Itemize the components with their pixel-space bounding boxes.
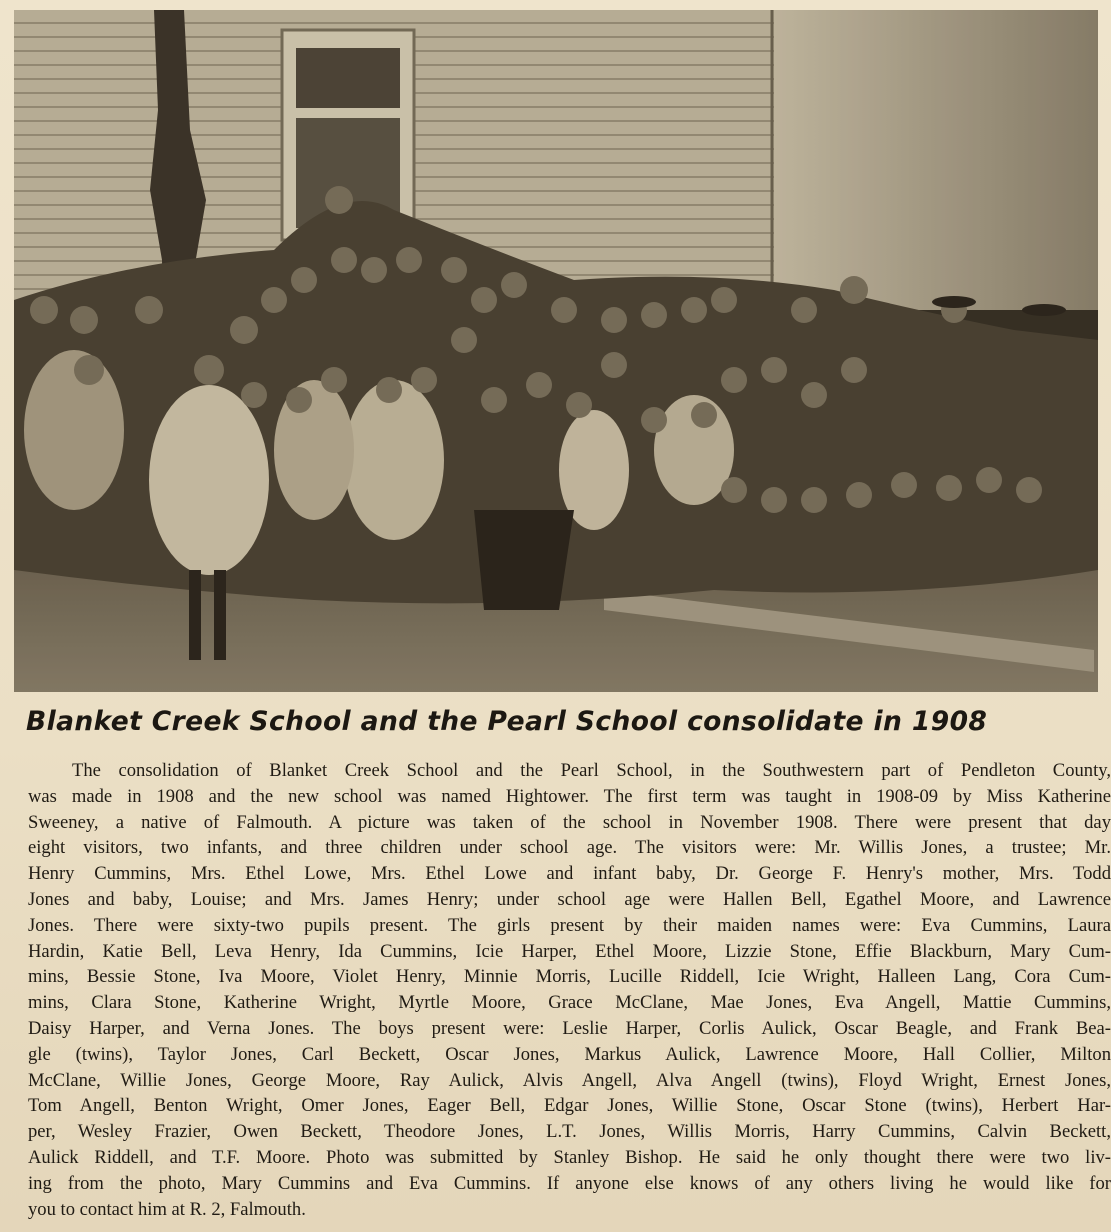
article-line: per, Wesley Frazier, Owen Beckett, Theodore Jones, L.T. Jones, Willis Morris, Harry Cummins, Calvin Beckett, bbox=[28, 1121, 1111, 1143]
article-headline: Blanket Creek School and the Pearl School consolidate in 1908 bbox=[26, 706, 988, 737]
article-line: you to contact him at R. 2, Falmouth. bbox=[28, 1198, 306, 1220]
article-line: Sweeney, a native of Falmouth. A picture was taken of the school in November 1908. There were present that day bbox=[28, 811, 1111, 833]
article-line: mins, Clara Stone, Katherine Wright, Myrtle Moore, Grace McClane, Mae Jones, Eva Angell, Mattie Cummins, bbox=[28, 992, 1111, 1014]
article-line: Aulick Riddell, and T.F. Moore. Photo was submitted by Stanley Bishop. He said he only thought there were two liv- bbox=[28, 1146, 1111, 1168]
article-body bbox=[28, 758, 1111, 1222]
article-line: Tom Angell, Benton Wright, Omer Jones, Eager Bell, Edgar Jones, Willie Stone, Oscar Stone (twins), Herbert Har- bbox=[28, 1095, 1111, 1117]
article-line: Jones and baby, Louise; and Mrs. James Henry; under school age were Hallen Bell, Egathel Moore, and Lawrence bbox=[28, 888, 1111, 910]
article-line: eight visitors, two infants, and three children under school age. The visitors were: Mr. Willis Jones, a trustee; Mr. bbox=[28, 837, 1111, 859]
article-line: mins, Bessie Stone, Iva Moore, Violet Henry, Minnie Morris, Lucille Riddell, Icie Wright, Halleen Lang, Cora Cum- bbox=[28, 966, 1111, 988]
article-line: The consolidation of Blanket Creek School and the Pearl School, in the Southwestern part of Pendleton County, bbox=[72, 760, 1111, 781]
article-line: ing from the photo, Mary Cummins and Eva Cummins. If anyone else knows of any others living he would like for bbox=[28, 1172, 1111, 1194]
school-group-photo bbox=[14, 10, 1098, 692]
school-group-photo-illustration bbox=[14, 10, 1098, 692]
article-line: McClane, Willie Jones, George Moore, Ray Aulick, Alvis Angell, Alva Angell (twins), Floyd Wright, Ernest Jones, bbox=[28, 1069, 1111, 1091]
article-line: Daisy Harper, and Verna Jones. The boys present were: Leslie Harper, Corlis Aulick, Oscar Beagle, and Frank Bea- bbox=[28, 1017, 1111, 1039]
article-line: Hardin, Katie Bell, Leva Henry, Ida Cummins, Icie Harper, Ethel Moore, Lizzie Stone, Effie Blackburn, Mary Cum- bbox=[28, 940, 1111, 962]
article-line: Henry Cummins, Mrs. Ethel Lowe, Mrs. Ethel Lowe and infant baby, Dr. George F. Henry's mother, Mrs. Todd bbox=[28, 863, 1111, 885]
article-line: gle (twins), Taylor Jones, Carl Beckett, Oscar Jones, Markus Aulick, Lawrence Moore, Hall Collier, Milton bbox=[28, 1043, 1111, 1065]
article-line: Jones. There were sixty-two pupils present. The girls present by their maiden names were: Eva Cummins, Laura bbox=[28, 914, 1111, 936]
article-line: was made in 1908 and the new school was named Hightower. The first term was taught in 1908-09 by Miss Katherine bbox=[28, 785, 1111, 807]
